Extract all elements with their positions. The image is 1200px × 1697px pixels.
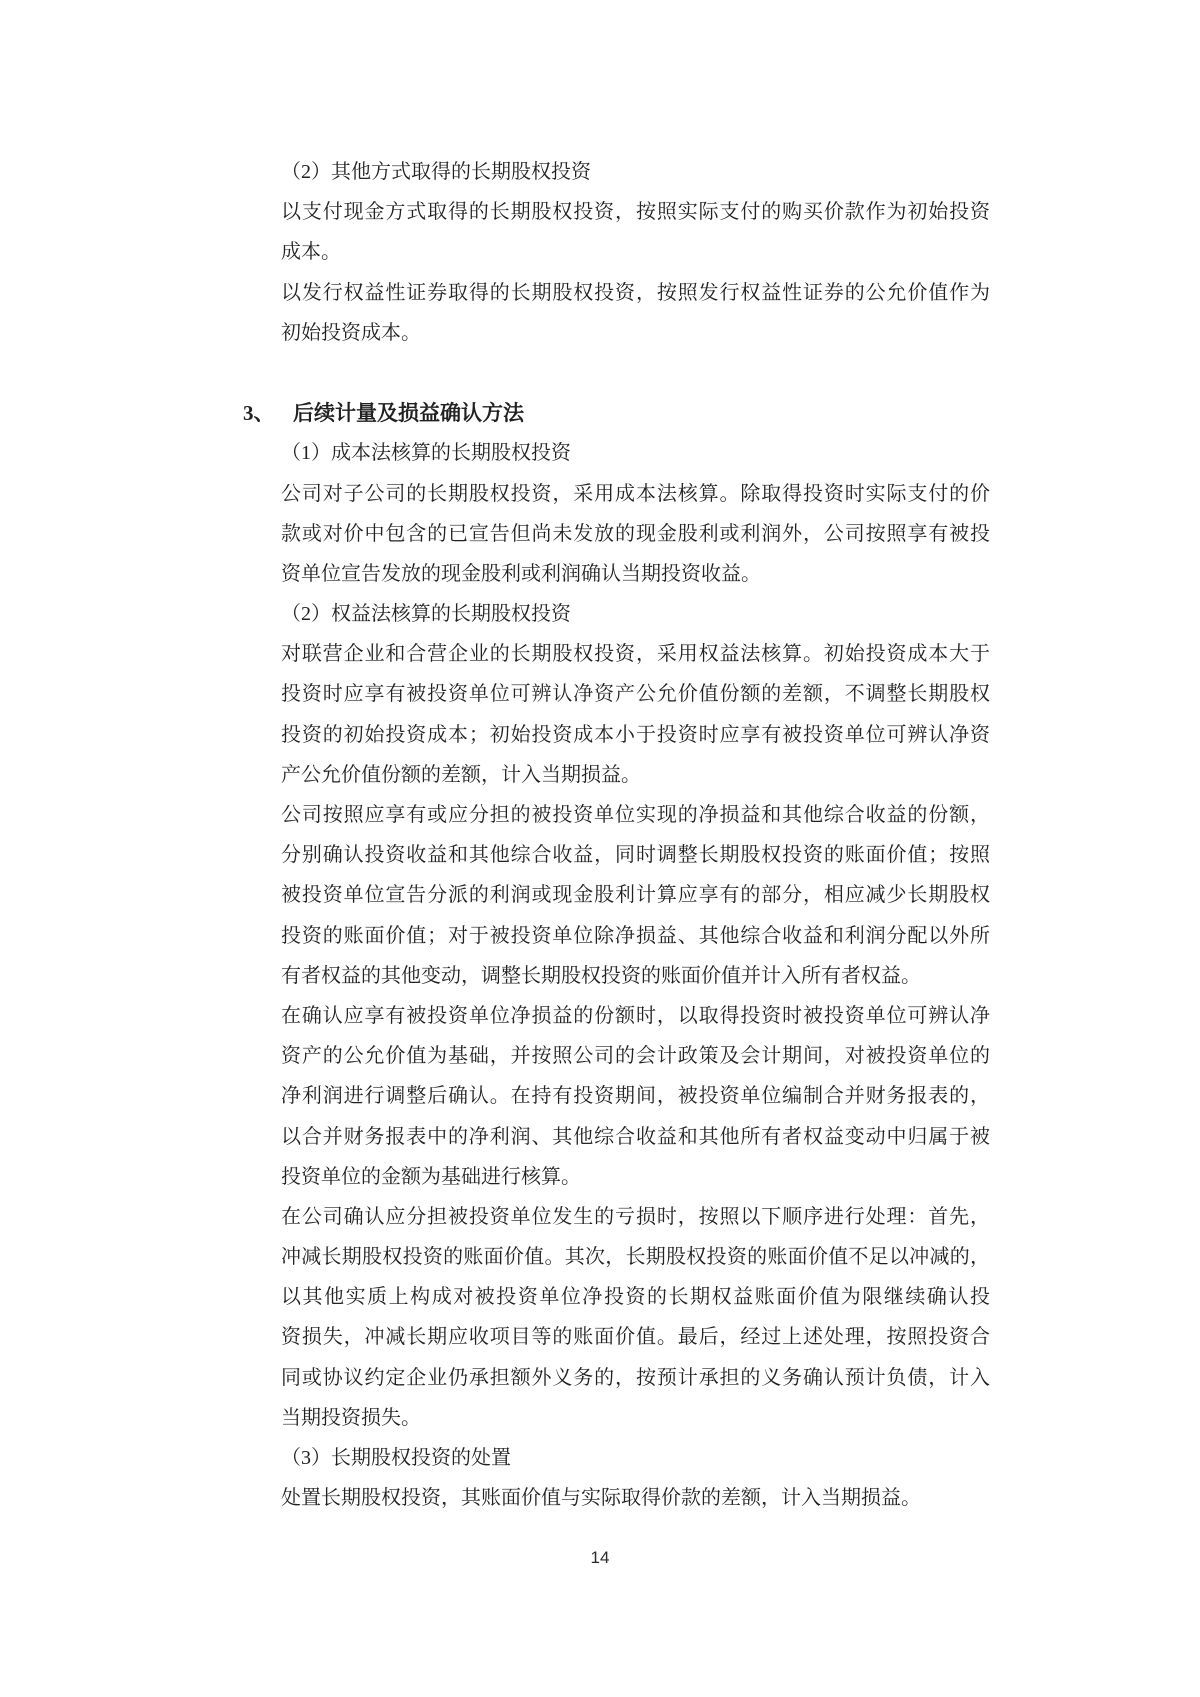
section-number: 3、 <box>243 401 275 426</box>
text-line: 对联营企业和合营企业的长期股权投资，采用权益法核算。初始投资成本大于 <box>281 643 990 666</box>
text-line: 投资时应享有被投资单位可辨认净资产公允价值份额的差额，不调整长期股权 <box>281 683 990 706</box>
text-line: 冲减长期股权投资的账面价值。其次，长期股权投资的账面价值不足以冲减的， <box>281 1246 990 1269</box>
section-title: 后续计量及损益确认方法 <box>293 401 524 426</box>
subsection-heading: （2）其他方式取得的长期股权投资 <box>281 161 591 183</box>
text-line: 款或对价中包含的已宣告但尚未发放的现金股利或利润外，公司按照享有被投 <box>281 522 990 545</box>
text-line: 成本。 <box>281 241 341 264</box>
text-line: 资损失，冲减长期应收项目等的账面价值。最后，经过上述处理，按照投资合 <box>281 1326 990 1349</box>
text-line: 以支付现金方式取得的长期股权投资，按照实际支付的购买价款作为初始投资 <box>281 201 990 224</box>
text-line: 公司对子公司的长期股权投资，采用成本法核算。除取得投资时实际支付的价 <box>281 482 990 505</box>
text-line: 产公允价值份额的差额，计入当期损益。 <box>281 763 641 786</box>
text-line: 在确认应享有被投资单位净损益的份额时，以取得投资时被投资单位可辨认净 <box>281 1004 990 1027</box>
text-line: 投资的初始投资成本；初始投资成本小于投资时应享有被投资单位可辨认净资 <box>281 723 990 746</box>
text-line: 在公司确认应分担被投资单位发生的亏损时，按照以下顺序进行处理：首先， <box>281 1205 990 1228</box>
text-line: 公司按照应享有或应分担的被投资单位实现的净损益和其他综合收益的份额， <box>281 804 990 826</box>
text-line: 资产的公允价值为基础，并按照公司的会计政策及会计期间，对被投资单位的 <box>281 1045 990 1068</box>
subsection-heading: （3）长期股权投资的处置 <box>281 1447 511 1469</box>
text-line: 初始投资成本。 <box>281 321 421 344</box>
subsection-heading: （1）成本法核算的长期股权投资 <box>281 442 571 465</box>
text-line: 分别确认投资收益和其他综合收益，同时调整长期股权投资的账面价值；按照 <box>281 844 990 867</box>
text-line: 处置长期股权投资，其账面价值与实际取得价款的差额，计入当期损益。 <box>281 1487 921 1510</box>
text-line: 以其他实质上构成对被投资单位净投资的长期权益账面价值为限继续确认投 <box>281 1286 990 1309</box>
subsection-heading: （2）权益法核算的长期股权投资 <box>281 603 571 626</box>
text-line: 同或协议约定企业仍承担额外义务的，按预计承担的义务确认预计负债，计入 <box>281 1366 990 1389</box>
text-line: 资单位宣告发放的现金股利或利润确认当期投资收益。 <box>281 562 761 585</box>
text-line: 投资的账面价值；对于被投资单位除净损益、其他综合收益和利润分配以外所 <box>281 924 990 947</box>
text-line: 以发行权益性证券取得的长期股权投资，按照发行权益性证券的公允价值作为 <box>281 281 990 304</box>
text-line: 投资单位的金额为基础进行核算。 <box>281 1165 581 1188</box>
blank-line <box>281 353 990 393</box>
text-line: 以合并财务报表中的净利润、其他综合收益和其他所有者权益变动中归属于被 <box>281 1125 990 1148</box>
section-heading <box>243 393 990 433</box>
page-number: 14 <box>590 1548 610 1567</box>
text-line: 被投资单位宣告分派的利润或现金股利计算应享有的部分，相应减少长期股权 <box>281 884 990 907</box>
document-body <box>243 152 990 1518</box>
text-line: 当期投资损失。 <box>281 1406 421 1429</box>
text-line: 有者权益的其他变动，调整长期股权投资的账面价值并计入所有者权益。 <box>281 964 921 987</box>
text-line: 净利润进行调整后确认。在持有投资期间，被投资单位编制合并财务报表的， <box>281 1085 990 1108</box>
